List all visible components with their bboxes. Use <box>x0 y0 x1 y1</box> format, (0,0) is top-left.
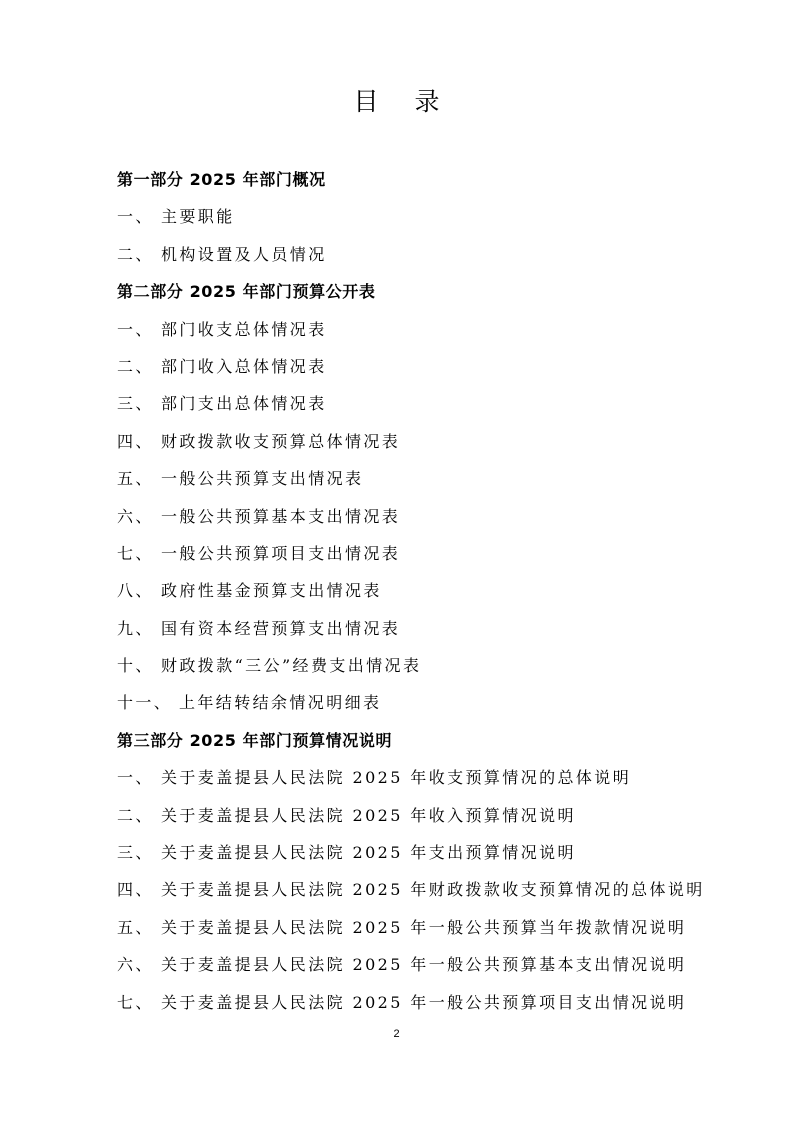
toc-entry-text: 政府性基金预算支出情况表 <box>161 581 382 601</box>
toc-entry-text: 关于麦盖提县人民法院 2025 年收入预算情况说明 <box>161 805 576 825</box>
page-title: 目 录 <box>353 87 454 116</box>
toc-entry[interactable] <box>117 353 737 390</box>
toc-entry-number: 四、 <box>117 431 154 451</box>
toc-entry-number: 八、 <box>117 581 154 601</box>
toc-entry-text: 机构设置及人员情况 <box>161 244 327 264</box>
toc-entry[interactable] <box>117 764 737 801</box>
toc-entry-number: 五、 <box>117 469 154 489</box>
toc-entry[interactable] <box>117 914 737 951</box>
toc-entry[interactable] <box>117 540 737 577</box>
toc-entry[interactable] <box>117 989 737 1026</box>
page-number: 2 <box>393 1028 400 1040</box>
toc-entry-text: 关于麦盖提县人民法院 2025 年一般公共预算项目支出情况说明 <box>161 992 687 1012</box>
toc-entry-text: 部门支出总体情况表 <box>161 394 327 414</box>
toc-entry-text: 一般公共预算基本支出情况表 <box>161 506 401 526</box>
table-of-contents <box>117 166 737 1026</box>
toc-entry-text: 一般公共预算项目支出情况表 <box>161 543 401 563</box>
toc-entry-number: 一、 <box>117 207 154 227</box>
toc-entry[interactable] <box>117 390 737 427</box>
toc-section-heading[interactable]: 第一部分 2025 年部门概况 <box>117 170 326 189</box>
toc-entry-text: 一般公共预算支出情况表 <box>161 469 364 489</box>
toc-entry-text: 关于麦盖提县人民法院 2025 年财政拨款收支预算情况的总体说明 <box>161 880 705 900</box>
toc-entry-number: 七、 <box>117 543 154 563</box>
toc-entry[interactable] <box>117 652 737 689</box>
toc-entry-text: 部门收入总体情况表 <box>161 356 327 376</box>
toc-entry[interactable] <box>117 577 737 614</box>
toc-entry[interactable] <box>117 689 737 726</box>
toc-entry[interactable] <box>117 615 737 652</box>
toc-entry-number: 一、 <box>117 319 154 339</box>
toc-entry-text: 部门收支总体情况表 <box>161 319 327 339</box>
toc-entry-number: 二、 <box>117 244 154 264</box>
toc-entry[interactable] <box>117 316 737 353</box>
toc-entry[interactable] <box>117 951 737 988</box>
toc-entry[interactable] <box>117 802 737 839</box>
toc-entry-number: 三、 <box>117 843 154 863</box>
toc-entry[interactable] <box>117 241 737 278</box>
toc-entry-text: 主要职能 <box>161 207 235 227</box>
toc-entry-text: 关于麦盖提县人民法院 2025 年一般公共预算基本支出情况说明 <box>161 955 687 975</box>
toc-entry[interactable] <box>117 203 737 240</box>
toc-entry-number: 十、 <box>117 656 154 676</box>
toc-entry-text: 国有资本经营预算支出情况表 <box>161 618 401 638</box>
toc-entry-number: 六、 <box>117 955 154 975</box>
toc-entry-number: 四、 <box>117 880 154 900</box>
toc-entry-number: 二、 <box>117 805 154 825</box>
toc-entry-text: 财政拨款“三公”经费支出情况表 <box>161 656 422 676</box>
toc-entry[interactable] <box>117 428 737 465</box>
toc-entry[interactable] <box>117 876 737 913</box>
toc-entry-number: 十一、 <box>117 693 173 713</box>
toc-entry-text: 关于麦盖提县人民法院 2025 年支出预算情况说明 <box>161 843 576 863</box>
toc-entry-number: 六、 <box>117 506 154 526</box>
toc-entry-text: 财政拨款收支预算总体情况表 <box>161 431 401 451</box>
toc-entry-text: 上年结转结余情况明细表 <box>179 693 382 713</box>
toc-entry-number: 七、 <box>117 992 154 1012</box>
toc-entry[interactable] <box>117 503 737 540</box>
toc-entry-text: 关于麦盖提县人民法院 2025 年收支预算情况的总体说明 <box>161 768 632 788</box>
toc-section-heading[interactable]: 第二部分 2025 年部门预算公开表 <box>117 282 376 302</box>
toc-entry-number: 三、 <box>117 394 154 414</box>
toc-entry-number: 一、 <box>117 768 154 788</box>
toc-entry-number: 九、 <box>117 618 154 638</box>
toc-entry[interactable] <box>117 465 737 502</box>
toc-entry-number: 五、 <box>117 917 154 937</box>
toc-entry[interactable] <box>117 839 737 876</box>
toc-entry-text: 关于麦盖提县人民法院 2025 年一般公共预算当年拨款情况说明 <box>161 917 687 937</box>
toc-section-heading[interactable]: 第三部分 2025 年部门预算情况说明 <box>117 730 393 750</box>
toc-entry-number: 二、 <box>117 356 154 376</box>
